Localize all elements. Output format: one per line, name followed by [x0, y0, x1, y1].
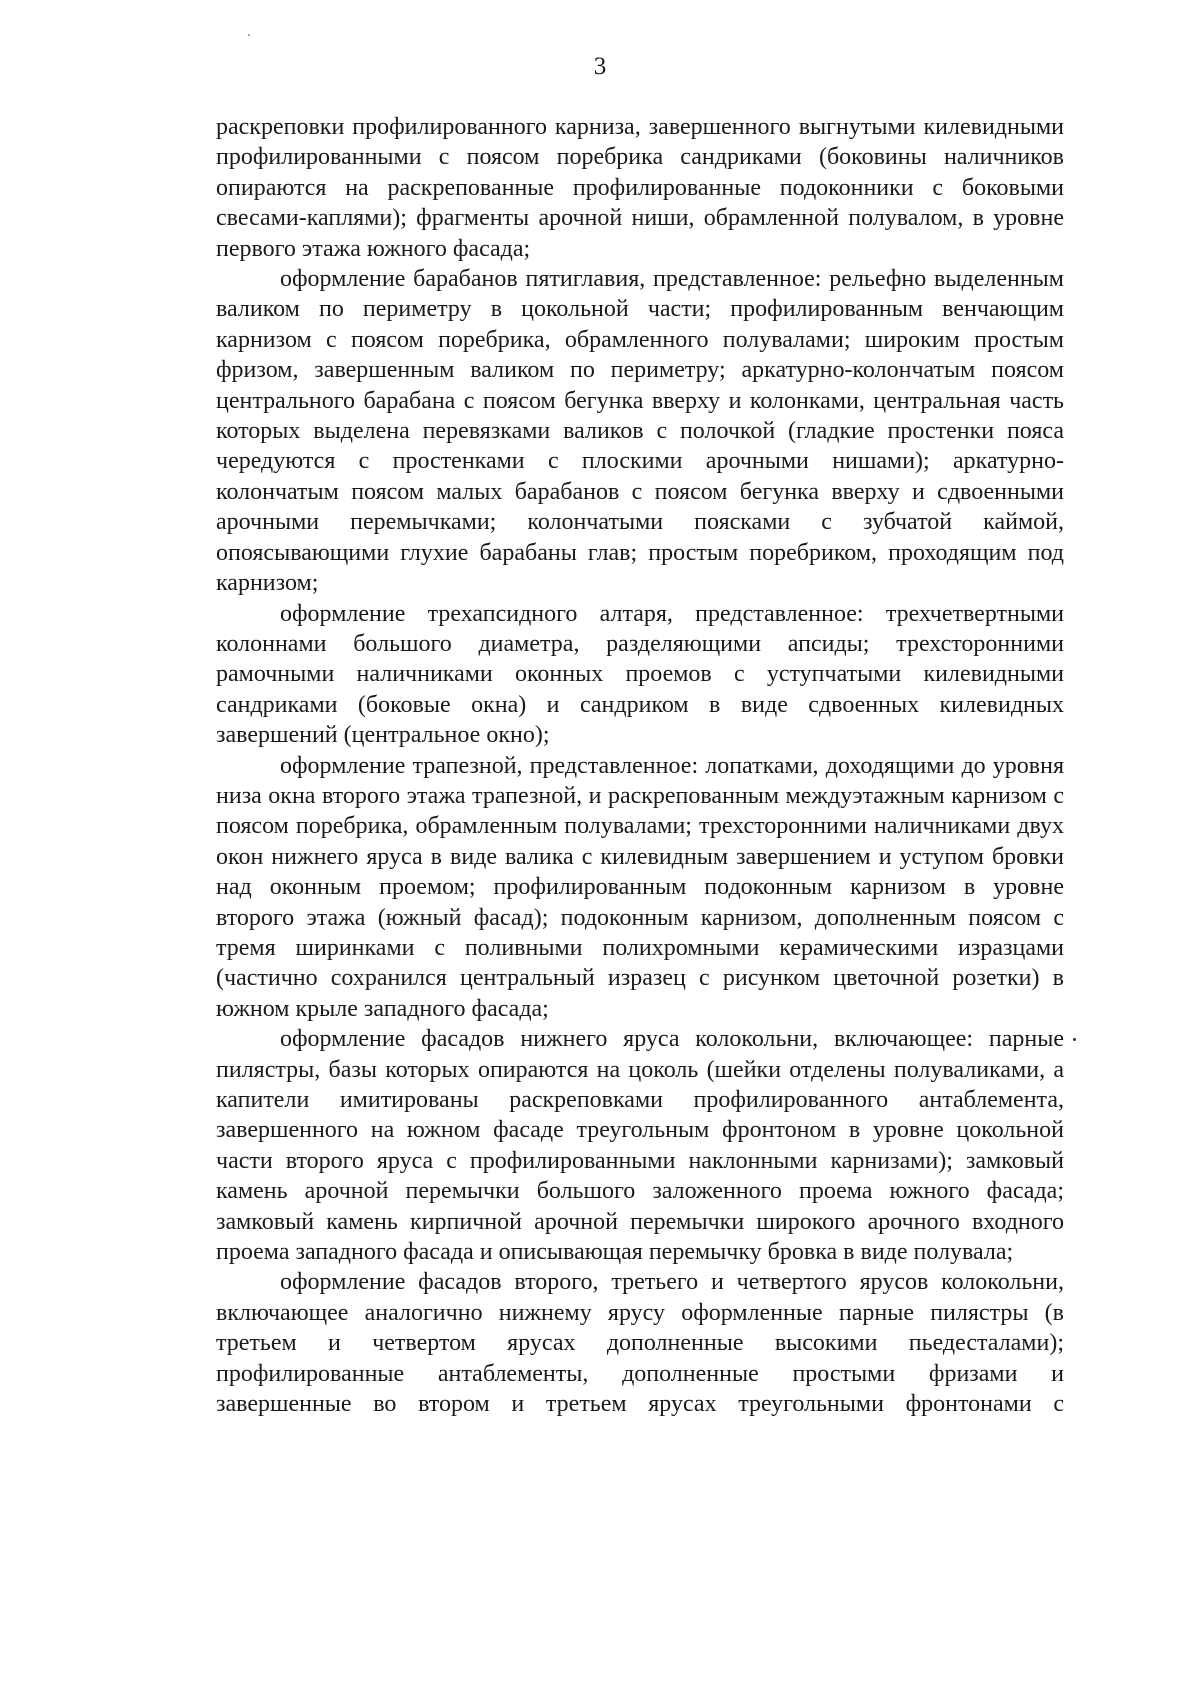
- paragraph-continuation: раскреповки профилированного карниза, завершенного выгнутыми килевидными профилированными с поясом поребрика сандриками (боковины наличников опираются на раскрепованные профилированные подоконники с боковыми свесами-каплями); фрагменты арочной ниши, обрамленной полувалом, в уровне первого этажа южного фасада;: [216, 114, 1064, 262]
- margin-dot: [1073, 1038, 1076, 1041]
- scan-speck: [248, 34, 250, 36]
- paragraph-refectory: оформление трапезной, представленное: лопатками, доходящими до уровня низа окна второго этажа трапезной, и раскрепованным междуэтажным карнизом с поясом поребрика, обрамленным полувалами; трехсторонними наличниками двух окон нижнего яруса в виде валика с килевидным завершением и уступом бровки над оконным проемом; профилированным подоконным карнизом в уровне второго этажа (южный фасад); подоконным карнизом, дополненным поясом с тремя ширинками с поливными полихромными керамическими изразцами (частично сохранился центральный изразец с рисунком цветочной розетки) в южном крыле западного фасада;: [216, 752, 1064, 1022]
- paragraph-altar: оформление трехапсидного алтаря, представленное: трехчетвертными колоннами большого диаметра, разделяющими апсиды; трехсторонними рамочными наличниками оконных проемов с уступчатыми килевидными сандриками (боковые окна) и сандриком в виде сдвоенных килевидных завершений (центральное окно);: [216, 600, 1064, 749]
- paragraph-bell-tower-upper: оформление фасадов второго, третьего и четвертого ярусов колокольни, включающее аналогично нижнему ярусу оформленные парные пилястры (в третьем и четвертом ярусах дополненные высокими пьедесталами); профилированные антаблементы, дополненные простыми фризами и завершенные во втором и третьем ярусах треугольными фронтонами с: [216, 1269, 1064, 1418]
- page-number: 3: [593, 53, 607, 80]
- document-body: [216, 112, 1064, 1419]
- paragraph-drums: оформление барабанов пятиглавия, представленное: рельефно выделенным валиком по периметру в цокольной части; профилированным венчающим карнизом с поясом поребрика, обрамленного полувалами; широким простым фризом, завершенным валиком по периметру; аркатурно-колончатым поясом центрального барабана с поясом бегунка вверху и колонками, центральная часть которых выделена перевязками валиков с полочкой (гладкие простенки пояса чередуются с простенками с плоскими арочными нишами); аркатурно-колончатым поясом малых барабанов с поясом бегунка вверху и сдвоенными арочными перемычками; колончатыми поясками с зубчатой каймой, опоясывающими глухие барабаны глав; простым поребриком, проходящим под карнизом;: [216, 266, 1064, 597]
- paragraph-bell-tower-lower: оформление фасадов нижнего яруса колокольни, включающее: парные пилястры, базы которых опираются на цоколь (шейки отделены полуваликами, а капители имитированы раскреповками профилированного антаблемента, завершенного на южном фасаде треугольным фронтоном в уровне цокольной части второго яруса с профилированными наклонными карнизами); замковый камень арочной перемычки большого заложенного проема южного фасада; замковый камень кирпичной арочной перемычки широкого арочного входного проема западного фасада и описывающая перемычку бровка в виде полувала;: [216, 1026, 1064, 1266]
